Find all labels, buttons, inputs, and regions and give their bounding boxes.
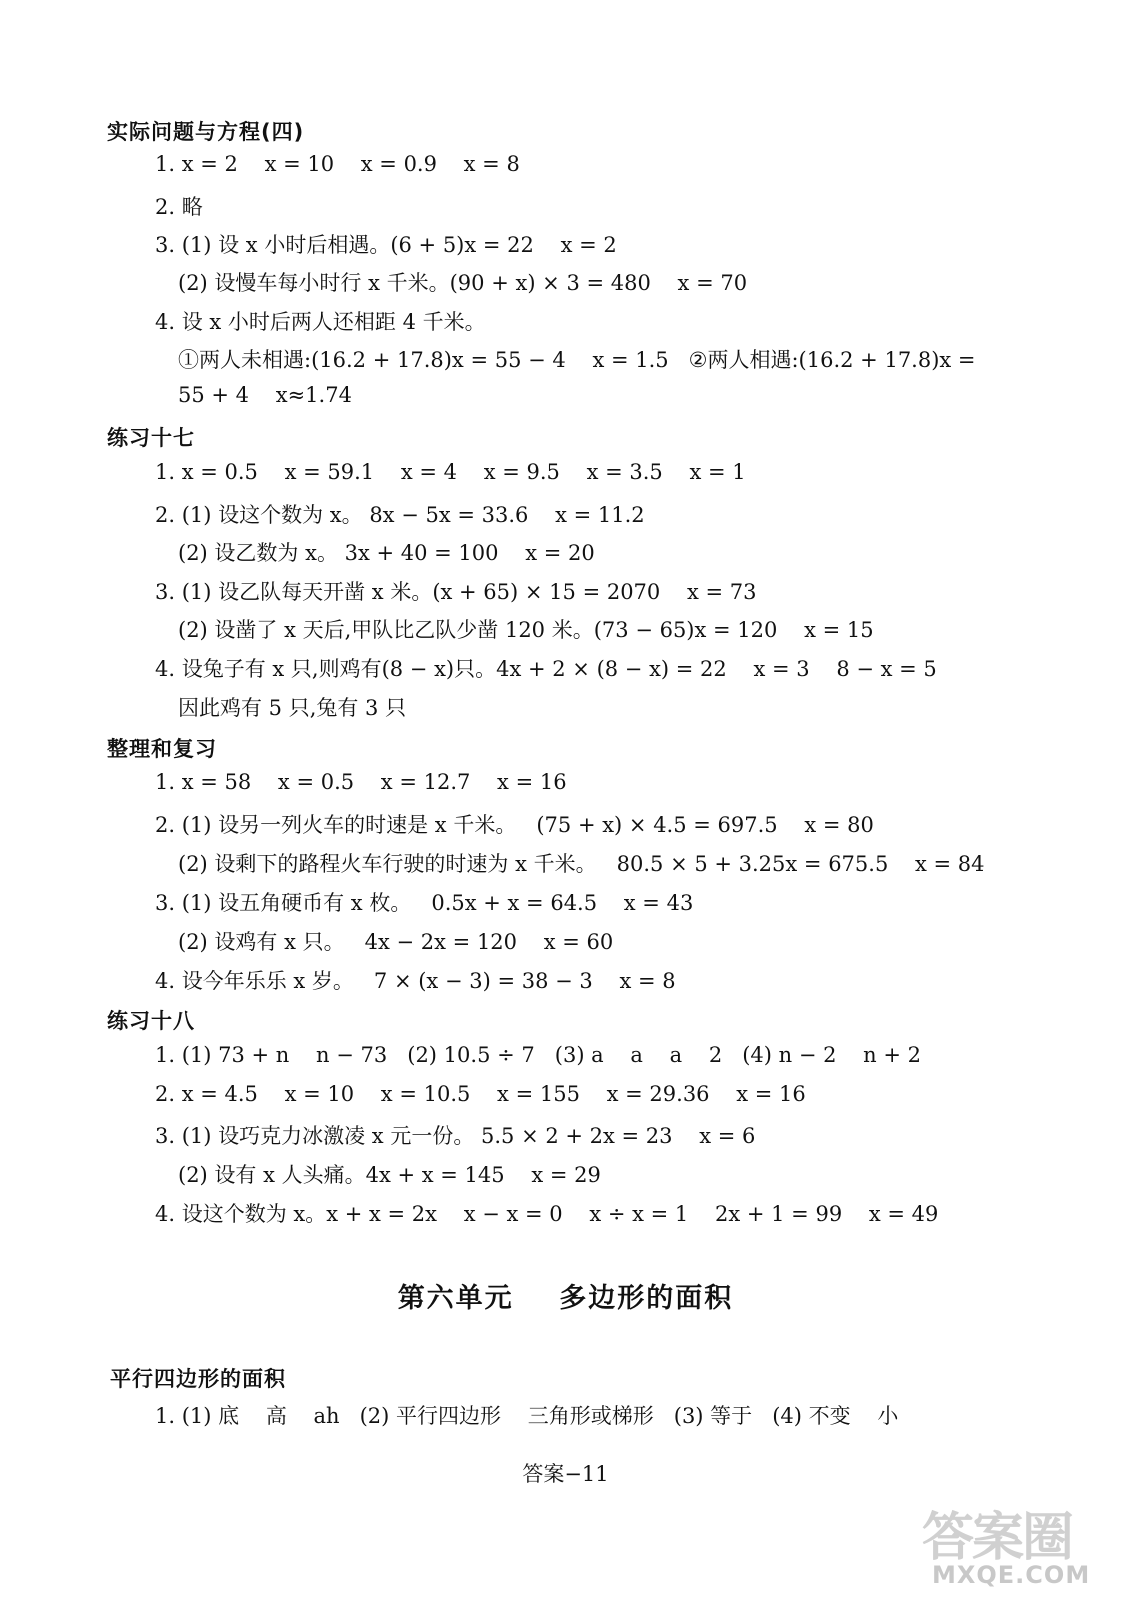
answer-line: 1. (1) 底 高 ah (2) 平行四边形 三角形或梯形 (3) 等于 (4) 不变 小 xyxy=(155,1404,899,1428)
answer-line: 1. (1) 73 + n n − 73 (2) 10.5 ÷ 7 (3) a a a 2 (4) n − 2 n + 2 xyxy=(155,1043,922,1067)
answer-line: 2. 略 xyxy=(155,195,203,219)
watermark-top-text: 答案圈 xyxy=(922,1508,1073,1568)
answer-line: 2. x = 4.5 x = 10 x = 10.5 x = 155 x = 29.36 x = 16 xyxy=(155,1082,806,1106)
answer-line: (2) 设凿了 x 天后,甲队比乙队少凿 120 米。(73 − 65)x = 120 x = 15 xyxy=(178,618,874,642)
answer-line: 3. (1) 设巧克力冰激凌 x 元一份。 5.5 × 2 + 2x = 23 x = 6 xyxy=(155,1124,756,1148)
page-number: 答案−11 xyxy=(522,1462,609,1486)
answer-line: 4. 设今年乐乐 x 岁。 7 × (x − 3) = 38 − 3 x = 8 xyxy=(155,969,676,993)
answer-line: (2) 设慢车每小时行 x 千米。(90 + x) × 3 = 480 x = 70 xyxy=(178,271,748,295)
answer-line: 1. x = 58 x = 0.5 x = 12.7 x = 16 xyxy=(155,770,567,794)
section-title-equations-4: 实际问题与方程(四) xyxy=(107,120,305,144)
watermark-url-text: MXQE.COM xyxy=(932,1561,1091,1589)
answer-line: 55 + 4 x≈1.74 xyxy=(178,383,352,407)
answer-line: (2) 设剩下的路程火车行驶的时速为 x 千米。 80.5 × 5 + 3.25x = 675.5 x = 84 xyxy=(178,852,985,876)
answer-line: (2) 设鸡有 x 只。 4x − 2x = 120 x = 60 xyxy=(178,930,614,954)
section-title-review: 整理和复习 xyxy=(107,737,217,761)
answer-line: 3. (1) 设 x 小时后相遇。(6 + 5)x = 22 x = 2 xyxy=(155,233,617,257)
section-title-exercise-18: 练习十八 xyxy=(107,1009,195,1033)
answer-line: (2) 设乙数为 x。 3x + 40 = 100 x = 20 xyxy=(178,541,595,565)
answer-line: 1. x = 0.5 x = 59.1 x = 4 x = 9.5 x = 3.5 x = 1 xyxy=(155,460,746,484)
section-title-parallelogram-area: 平行四边形的面积 xyxy=(110,1367,286,1391)
answer-line: 4. 设兔子有 x 只,则鸡有(8 − x)只。4x + 2 × (8 − x) = 22 x = 3 8 − x = 5 xyxy=(155,657,937,681)
watermark-logo xyxy=(922,1495,1122,1595)
answer-line: 2. (1) 设这个数为 x。 8x − 5x = 33.6 x = 11.2 xyxy=(155,503,645,527)
answer-line: 3. (1) 设乙队每天开凿 x 米。(x + 65) × 15 = 2070 x = 73 xyxy=(155,580,757,604)
answer-line: 因此鸡有 5 只,兔有 3 只 xyxy=(178,696,407,720)
answer-line: 4. 设这个数为 x。x + x = 2x x − x = 0 x ÷ x = 1 2x + 1 = 99 x = 49 xyxy=(155,1202,939,1226)
unit-title: 第六单元 多边形的面积 xyxy=(397,1283,734,1314)
answer-line: 3. (1) 设五角硬币有 x 枚。 0.5x + x = 64.5 x = 43 xyxy=(155,891,694,915)
answer-line: 4. 设 x 小时后两人还相距 4 千米。 xyxy=(155,310,486,334)
answer-line: 2. (1) 设另一列火车的时速是 x 千米。 (75 + x) × 4.5 = 697.5 x = 80 xyxy=(155,813,874,837)
answer-line: 1. x = 2 x = 10 x = 0.9 x = 8 xyxy=(155,152,520,176)
answer-line: ①两人未相遇:(16.2 + 17.8)x = 55 − 4 x = 1.5 ②两人相遇:(16.2 + 17.8)x = xyxy=(178,348,976,372)
section-title-exercise-17: 练习十七 xyxy=(107,426,195,450)
answer-line: (2) 设有 x 人头痛。4x + x = 145 x = 29 xyxy=(178,1163,601,1187)
